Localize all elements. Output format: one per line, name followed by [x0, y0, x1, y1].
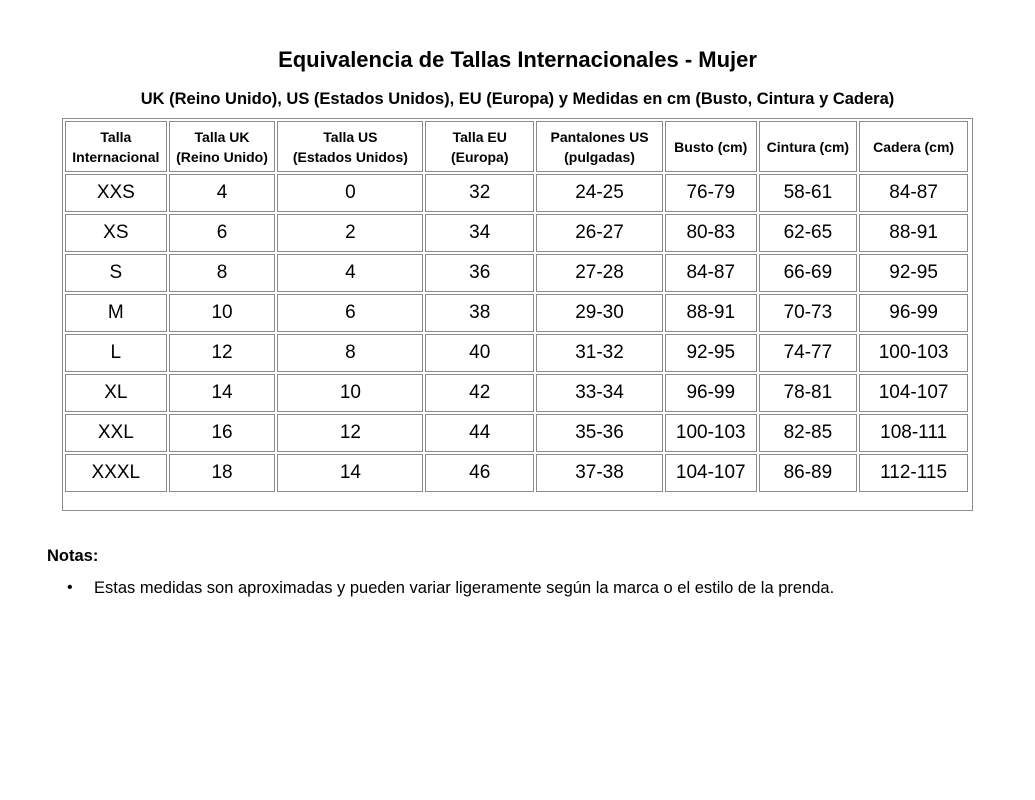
table-cell: 37-38 — [536, 454, 663, 492]
table-cell: S — [65, 254, 167, 292]
table-cell: 82-85 — [759, 414, 858, 452]
notes-list — [47, 577, 1007, 599]
table-cell: 27-28 — [536, 254, 663, 292]
table-cell: 58-61 — [759, 174, 858, 212]
table-cell: 108-111 — [859, 414, 968, 452]
table-cell: 31-32 — [536, 334, 663, 372]
list-item — [47, 577, 1007, 599]
table-cell: 104-107 — [665, 454, 757, 492]
table-cell: 44 — [425, 414, 534, 452]
table-cell: 34 — [425, 214, 534, 252]
table-row — [65, 414, 968, 452]
table-cell: 12 — [169, 334, 276, 372]
table-cell: 4 — [169, 174, 276, 212]
table-cell: 78-81 — [759, 374, 858, 412]
table-cell: 35-36 — [536, 414, 663, 452]
table-cell: 66-69 — [759, 254, 858, 292]
table-cell: 84-87 — [665, 254, 757, 292]
table-cell: 14 — [169, 374, 276, 412]
header-pantalones-us: Pantalones US (pulgadas) — [536, 121, 663, 172]
table-cell: 10 — [169, 294, 276, 332]
table-cell: 0 — [277, 174, 423, 212]
table-cell: 16 — [169, 414, 276, 452]
table-cell: 62-65 — [759, 214, 858, 252]
table-cell: 42 — [425, 374, 534, 412]
table-cell: 8 — [169, 254, 276, 292]
table-cell: 18 — [169, 454, 276, 492]
table-cell: 10 — [277, 374, 423, 412]
table-cell: 38 — [425, 294, 534, 332]
table-cell: 36 — [425, 254, 534, 292]
header-talla-us: Talla US (Estados Unidos) — [277, 121, 423, 172]
table-cell: XXXL — [65, 454, 167, 492]
table-cell: 4 — [277, 254, 423, 292]
page-subtitle: UK (Reino Unido), US (Estados Unidos), EU (Europa) y Medidas en cm (Busto, Cintura y Cadera) — [140, 90, 895, 108]
header-cintura: Cintura (cm) — [759, 121, 858, 172]
table-row — [65, 214, 968, 252]
table-cell: 2 — [277, 214, 423, 252]
table-cell: 14 — [277, 454, 423, 492]
header-talla-uk: Talla UK (Reino Unido) — [169, 121, 276, 172]
table-row — [65, 334, 968, 372]
table-cell: XXS — [65, 174, 167, 212]
table-cell: 46 — [425, 454, 534, 492]
bullet-icon: • — [67, 579, 73, 596]
header-talla-internacional: Talla Internacional — [65, 121, 167, 172]
notes-title: Notas: — [47, 547, 99, 565]
header-cadera: Cadera (cm) — [859, 121, 968, 172]
table-cell: 70-73 — [759, 294, 858, 332]
header-talla-eu: Talla EU (Europa) — [425, 121, 534, 172]
table-cell: 26-27 — [536, 214, 663, 252]
table-cell: 76-79 — [665, 174, 757, 212]
table-cell: L — [65, 334, 167, 372]
note-text: Estas medidas son aproximadas y pueden variar ligeramente según la marca o el estilo de la prenda. — [94, 579, 835, 597]
table-row — [65, 374, 968, 412]
table-cell: 92-95 — [665, 334, 757, 372]
table-cell: 104-107 — [859, 374, 968, 412]
table-row — [65, 454, 968, 492]
table-cell: 112-115 — [859, 454, 968, 492]
table-row — [65, 174, 968, 212]
table-cell: 6 — [277, 294, 423, 332]
size-table-container — [62, 118, 973, 511]
table-cell: 96-99 — [859, 294, 968, 332]
size-table — [63, 119, 970, 494]
table-cell: 24-25 — [536, 174, 663, 212]
table-row — [65, 254, 968, 292]
table-cell: 29-30 — [536, 294, 663, 332]
table-row — [65, 294, 968, 332]
page-title: Equivalencia de Tallas Internacionales - Mujer — [278, 47, 757, 72]
table-cell: XL — [65, 374, 167, 412]
table-cell: 84-87 — [859, 174, 968, 212]
table-cell: 88-91 — [859, 214, 968, 252]
table-cell: 74-77 — [759, 334, 858, 372]
table-header-row — [65, 121, 968, 172]
table-cell: 88-91 — [665, 294, 757, 332]
table-cell: XXL — [65, 414, 167, 452]
table-cell: 40 — [425, 334, 534, 372]
table-cell: 33-34 — [536, 374, 663, 412]
table-cell: M — [65, 294, 167, 332]
table-cell: 8 — [277, 334, 423, 372]
table-cell: 86-89 — [759, 454, 858, 492]
header-busto: Busto (cm) — [665, 121, 757, 172]
table-cell: 80-83 — [665, 214, 757, 252]
table-cell: 12 — [277, 414, 423, 452]
table-cell: 32 — [425, 174, 534, 212]
table-cell: 100-103 — [665, 414, 757, 452]
table-cell: 100-103 — [859, 334, 968, 372]
table-cell: 6 — [169, 214, 276, 252]
table-cell: XS — [65, 214, 167, 252]
table-cell: 96-99 — [665, 374, 757, 412]
table-cell: 92-95 — [859, 254, 968, 292]
